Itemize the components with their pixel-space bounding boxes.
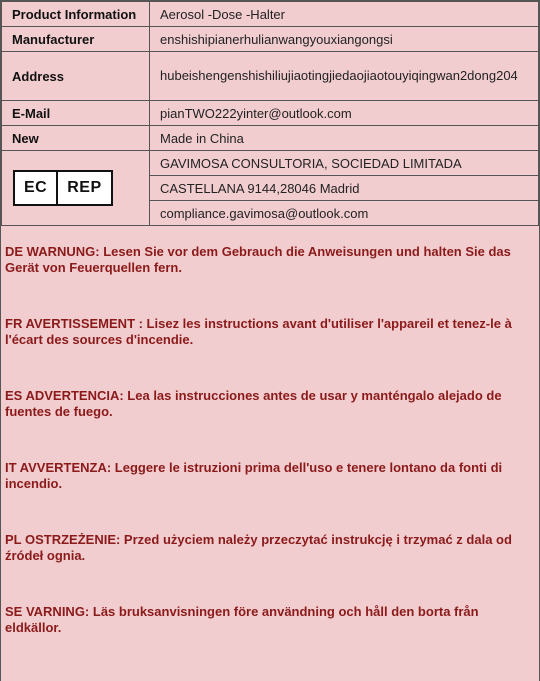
- row-new: [2, 126, 539, 151]
- product-info-table: [1, 1, 539, 226]
- address-label: Address: [2, 52, 150, 101]
- address-value: hubeishengenshishiliujiaotingjiedaojiaotouyiqingwan2dong204: [150, 52, 539, 101]
- rep-company: GAVIMOSA CONSULTORIA, SOCIEDAD LIMITADA: [150, 151, 539, 176]
- rep-email[interactable]: compliance.gavimosa@outlook.com: [150, 201, 539, 226]
- new-value: Made in China: [150, 126, 539, 151]
- row-address: [2, 52, 539, 101]
- warning-it: IT AVVERTENZA: Leggere le istruzioni prima dell'uso e tenere lontano da fonti di incendio.: [5, 460, 503, 491]
- row-manufacturer: [2, 27, 539, 52]
- manufacturer-label: Manufacturer: [2, 27, 150, 52]
- row-email: [2, 101, 539, 126]
- row-rep-company: [2, 151, 539, 176]
- rep-address: CASTELLANA 9144,28046 Madrid: [150, 176, 539, 201]
- email-value: pianTWO222yinter@outlook.com: [150, 101, 539, 126]
- rep-symbol-text: REP: [67, 179, 102, 196]
- ec-symbol-text: EC: [15, 172, 58, 204]
- warning-fr: FR AVERTISSEMENT : Lisez les instructions avant d'utiliser l'appareil et tenez-le à l'écart des sources d'incendie.: [5, 316, 512, 347]
- ec-rep-cell: [2, 151, 150, 226]
- new-label: New: [2, 126, 150, 151]
- manufacturer-value: enshishipianerhulianwangyouxiangongsi: [150, 27, 539, 52]
- product-value: Aerosol -Dose -Halter: [150, 2, 539, 27]
- warning-es: ES ADVERTENCIA: Lea las instrucciones antes de usar y manténgalo alejado de fuentes de fuego.: [5, 388, 502, 419]
- warning-de: DE WARNUNG: Lesen Sie vor dem Gebrauch die Anweisungen und halten Sie das Gerät von Feuerquellen fern.: [5, 244, 511, 275]
- warning-se: SE VARNING: Läs bruksanvisningen före användning och håll den borta från eldkällor.: [5, 604, 479, 635]
- email-label: E-Mail: [2, 101, 150, 126]
- row-product: [2, 2, 539, 27]
- product-label: Product Information: [2, 2, 150, 27]
- ec-rep-symbol: [13, 170, 113, 206]
- warning-pl: PL OSTRZEŻENIE: Przed użyciem należy przeczytać instrukcję i trzymać z dala od źródeł ognia.: [5, 532, 512, 563]
